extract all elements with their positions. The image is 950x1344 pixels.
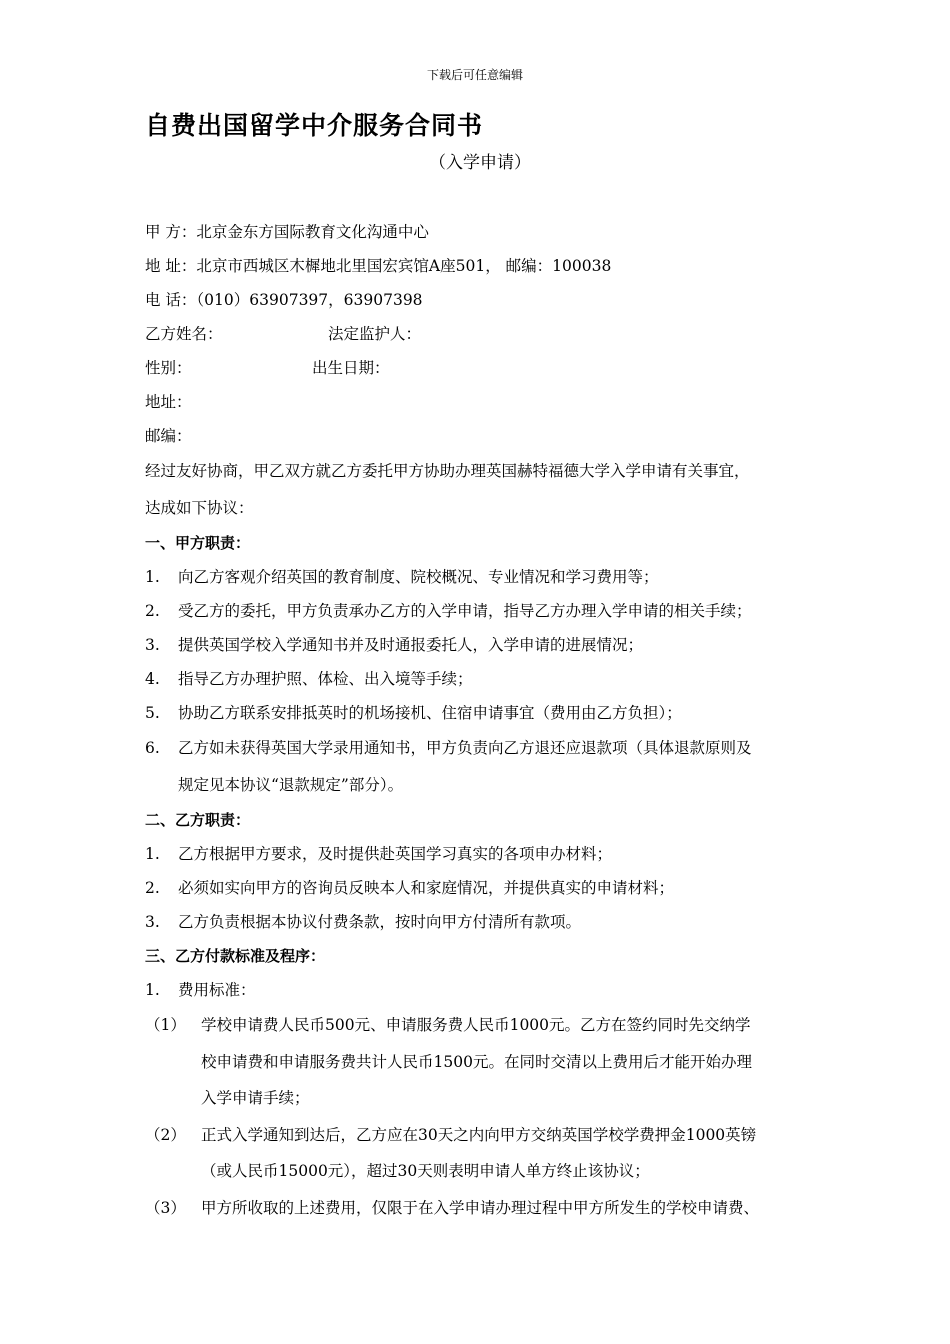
party-b-name-row [145,317,810,351]
list-item [145,696,810,730]
sub-item-continuation: 入学申请手续； [201,1089,310,1107]
intro-line: 经过友好协商，甲乙双方就乙方委托甲方协助办理英国赫特福德大学入学申请有关事宜， [145,462,750,480]
section-heading-party-b-duties: 二、乙方职责： [145,811,251,829]
party-b-address-label: 地址： [145,393,192,411]
sub-item-number: （3） [145,1198,186,1217]
list-item [145,871,810,905]
sub-item-continuation: 校申请费和申请服务费共计人民币1500元。在同时交清以上费用后才能开始办理 [201,1052,752,1071]
party-a-name: 甲 方：北京金东方国际教育文化沟通中心 [145,223,429,241]
item-number: 4. [145,670,160,688]
party-b-postcode-label: 邮编： [145,427,192,445]
sub-item-continuation: （或人民币15000元），超过30天则表明申请人单方终止该协议； [201,1162,650,1180]
list-item [145,905,810,939]
document-title: 自费出国留学中介服务合同书 [145,111,484,140]
sub-item-number: （2） [145,1125,186,1144]
list-item [145,628,810,662]
item-text: 费用标准： [178,981,256,999]
item-continuation: 规定见本协议“退款规定”部分）。 [178,775,404,794]
document-subtitle: （入学申请） [429,153,531,173]
item-text: 协助乙方联系安排抵英时的机场接机、住宿申请事宜（费用由乙方负担）； [178,704,682,722]
item-number: 2. [145,602,160,620]
party-b-gender-row [145,351,810,385]
item-number: 3. [145,913,160,931]
item-text: 指导乙方办理护照、体检、出入境等手续； [178,670,473,688]
item-number: 2. [145,879,160,897]
item-number: 1. [145,845,160,863]
item-number: 5. [145,704,160,722]
section-heading-party-a-duties: 一、甲方职责： [145,534,251,552]
list-item [145,594,810,628]
list-item [145,973,810,1007]
sub-item [145,1117,810,1154]
item-text: 提供英国学校入学通知书并及时通报委托人，入学申请的进展情况； [178,636,644,654]
sub-item [145,1007,810,1044]
party-a-address: 地 址：北京市西城区木樨地北里国宏宾馆A座501， 邮编：100038 [145,257,612,275]
contract-body [145,215,810,1226]
sub-item-text: 正式入学通知到达后，乙方应在30天之内向甲方交纳英国学校学费押金1000英镑 [201,1125,757,1144]
item-text: 必须如实向甲方的咨询员反映本人和家庭情况，并提供真实的申请材料； [178,879,675,897]
item-text: 向乙方客观介绍英国的教育制度、院校概况、专业情况和学习费用等； [178,568,659,586]
item-number: 6. [145,739,160,757]
gender-label: 性别： [145,359,192,377]
sub-item [145,1190,810,1227]
item-number: 1. [145,981,160,999]
item-number: 3. [145,636,160,654]
party-b-name-label: 乙方姓名： [145,325,223,343]
list-item [145,837,810,871]
header-note: 下载后可任意编辑 [426,68,523,82]
list-item [145,730,810,767]
sub-item-text: 甲方所收取的上述费用，仅限于在入学申请办理过程中甲方所发生的学校申请费、 [201,1198,760,1217]
birth-date-label: 出生日期： [312,359,390,377]
item-text: 乙方根据甲方要求，及时提供赴英国学习真实的各项申办材料； [178,845,613,863]
party-a-phone: 电 话：（010）63907397，63907398 [145,291,423,309]
item-number: 1. [145,568,160,586]
list-item [145,560,810,594]
section-heading-payment: 三、乙方付款标准及程序： [145,947,326,965]
sub-item-text: 学校申请费人民币500元、申请服务费人民币1000元。乙方在签约同时先交纳学 [201,1016,751,1034]
guardian-label: 法定监护人： [328,325,422,343]
intro-line: 达成如下协议： [145,498,254,517]
item-text: 受乙方的委托，甲方负责承办乙方的入学申请，指导乙方办理入学申请的相关手续； [178,602,752,620]
item-text: 乙方如未获得英国大学录用通知书，甲方负责向乙方退还应退款项（具体退款原则及 [178,739,752,757]
list-item [145,662,810,696]
item-text: 乙方负责根据本协议付费条款，按时向甲方付清所有款项。 [178,913,582,931]
sub-item-number: （1） [145,1016,186,1034]
